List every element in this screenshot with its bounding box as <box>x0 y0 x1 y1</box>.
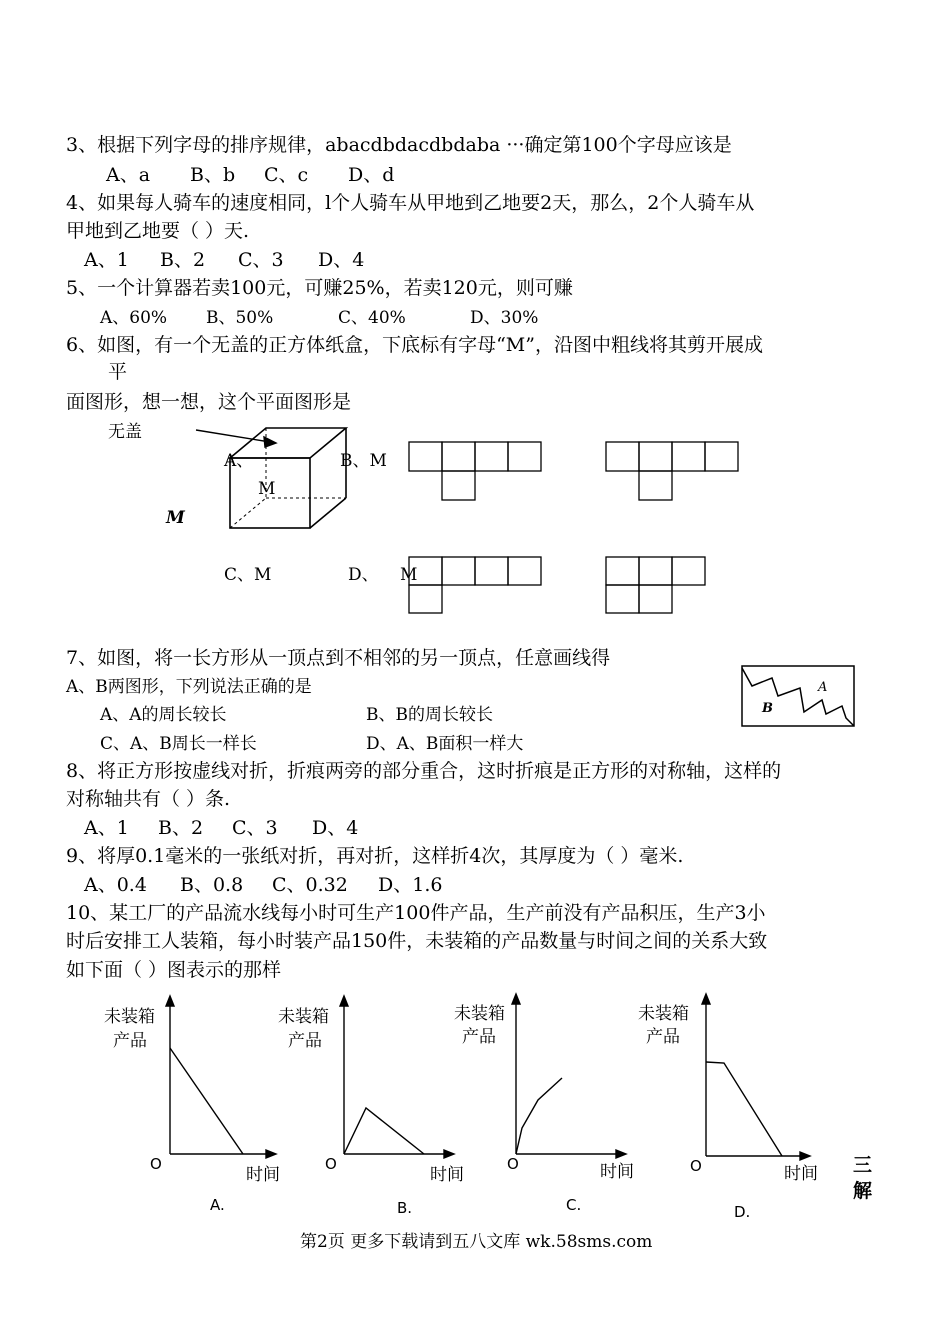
graph-c <box>512 994 626 1158</box>
q7-option-c: C、A、B周长一样长 <box>100 734 257 754</box>
graph-c-ylabel2: 产品 <box>462 1027 496 1047</box>
q8-option-b: B、2 <box>158 817 204 839</box>
q8-option-a: A、1 <box>84 817 129 839</box>
graph-b-label: B. <box>397 1199 413 1217</box>
q5-option-d: D、30% <box>470 308 539 328</box>
q9-option-b: B、0.8 <box>180 874 244 896</box>
q6-option-c: C、M <box>224 565 272 585</box>
graph-a-label: A. <box>210 1196 225 1214</box>
q6-box-letter: M <box>258 479 276 499</box>
graph-d-origin: O <box>690 1157 702 1175</box>
q6-net-c <box>409 557 541 613</box>
q8-option-d: D、4 <box>312 817 359 839</box>
q4-option-a: A、1 <box>84 249 129 271</box>
q6-box-note: 无盖 <box>108 422 142 442</box>
q4-option-c: C、3 <box>238 249 284 271</box>
q9-option-d: D、1.6 <box>378 874 443 896</box>
q6-option-b: B、M <box>340 451 387 471</box>
q6-option-d-letter: M <box>400 565 418 585</box>
q6-line2: 面图形，想一想，这个平面图形是 <box>66 391 352 413</box>
q9-option-c: C、0.32 <box>272 874 348 896</box>
q3-option-a: A、a <box>106 164 151 186</box>
q10-line2: 时后安排工人装箱，每小时装产品150件，未装箱的产品数量与时间之间的关系大致 <box>66 930 768 952</box>
q6-option-d: D、 <box>348 565 379 585</box>
q6-bottom-letter: M <box>166 508 185 528</box>
graph-d-xlabel: 时间 <box>784 1164 818 1184</box>
graph-a-ylabel1: 未装箱 <box>104 1007 155 1027</box>
graph-c-label: C. <box>566 1196 582 1214</box>
q10-line3: 如下面（ ）图表示的那样 <box>66 959 282 981</box>
graph-d-ylabel1: 未装箱 <box>638 1004 689 1024</box>
graph-a <box>166 996 276 1158</box>
q9-stem: 9、将厚0.1毫米的一张纸对折，再对折，这样折4次，其厚度为（ ）毫米. <box>66 845 684 867</box>
q6-cube-figure <box>230 428 346 528</box>
q6-net-b <box>409 442 541 500</box>
q5-stem: 5、一个计算器若卖100元，可赚25%，若卖120元，则可赚 <box>66 277 573 299</box>
q9-option-a: A、0.4 <box>84 874 147 896</box>
q4-line2: 甲地到乙地要（ ）天. <box>66 220 250 242</box>
graph-b-xlabel: 时间 <box>430 1165 464 1185</box>
q8-line2: 对称轴共有（ ）条. <box>66 788 231 810</box>
q6-arrow <box>196 430 276 447</box>
graph-a-ylabel2: 产品 <box>113 1031 147 1051</box>
page-footer: 第2页 更多下载请到五八文库 wk.58sms.com <box>300 1232 653 1252</box>
q8-line1: 8、将正方形按虚线对折，折痕两旁的部分重合，这时折痕是正方形的对称轴，这样的 <box>66 760 782 782</box>
q3-stem: 3、根据下列字母的排序规律，abacdbdacdbdaba ···确定第100个字母应该是 <box>66 134 732 156</box>
graph-c-ylabel1: 未装箱 <box>454 1004 505 1024</box>
graph-c-origin: O <box>507 1155 519 1173</box>
graph-b-ylabel1: 未装箱 <box>278 1007 329 1027</box>
q4-line1: 4、如果每人骑车的速度相同，l个人骑车从甲地到乙地要2天，那么，2个人骑车从 <box>66 192 755 214</box>
q7-option-b: B、B的周长较长 <box>366 705 493 725</box>
q7-option-d: D、A、B面积一样大 <box>366 734 524 754</box>
q7-line2: A、B两图形，下列说法正确的是 <box>66 677 312 697</box>
q3-option-c: C、c <box>264 164 309 186</box>
q5-option-c: C、40% <box>338 308 406 328</box>
q6-net-top-right <box>606 442 738 500</box>
q8-option-c: C、3 <box>232 817 278 839</box>
q7-rectangle-figure <box>742 666 854 726</box>
q10-line1: 10、某工厂的产品流水线每小时可生产100件产品，生产前没有产品积压，生产3小 <box>66 902 766 924</box>
q3-option-d: D、d <box>348 164 395 186</box>
q7-fig-label-a: A <box>818 680 828 695</box>
graph-b-origin: O <box>325 1155 337 1173</box>
graph-a-xlabel: 时间 <box>246 1165 280 1185</box>
graph-c-xlabel: 时间 <box>600 1162 634 1182</box>
graph-d-ylabel2: 产品 <box>646 1027 680 1047</box>
graph-d <box>702 994 810 1160</box>
q6-option-a: A、 <box>224 451 254 471</box>
q4-option-d: D、4 <box>318 249 365 271</box>
q5-option-b: B、50% <box>206 308 274 328</box>
graph-a-origin: O <box>150 1155 162 1173</box>
graph-d-label: D. <box>734 1203 751 1221</box>
q3-option-b: B、b <box>190 164 236 186</box>
q6-net-d <box>606 557 705 613</box>
section-fragment: 三解 <box>853 1154 873 1202</box>
q6-line1: 6、如图，有一个无盖的正方体纸盒，下底标有字母“M”，沿图中粗线将其剪开展成 <box>66 334 763 356</box>
q7-option-a: A、A的周长较长 <box>100 705 227 725</box>
q6-line1-wrap: 平 <box>108 361 128 383</box>
q5-option-a: A、60% <box>100 308 168 328</box>
q4-option-b: B、2 <box>160 249 206 271</box>
q7-line1: 7、如图，将一长方形从一顶点到不相邻的另一顶点，任意画线得 <box>66 647 611 669</box>
q7-fig-label-b: B <box>762 701 773 716</box>
graph-b <box>340 996 454 1158</box>
graph-b-ylabel2: 产品 <box>288 1031 322 1051</box>
